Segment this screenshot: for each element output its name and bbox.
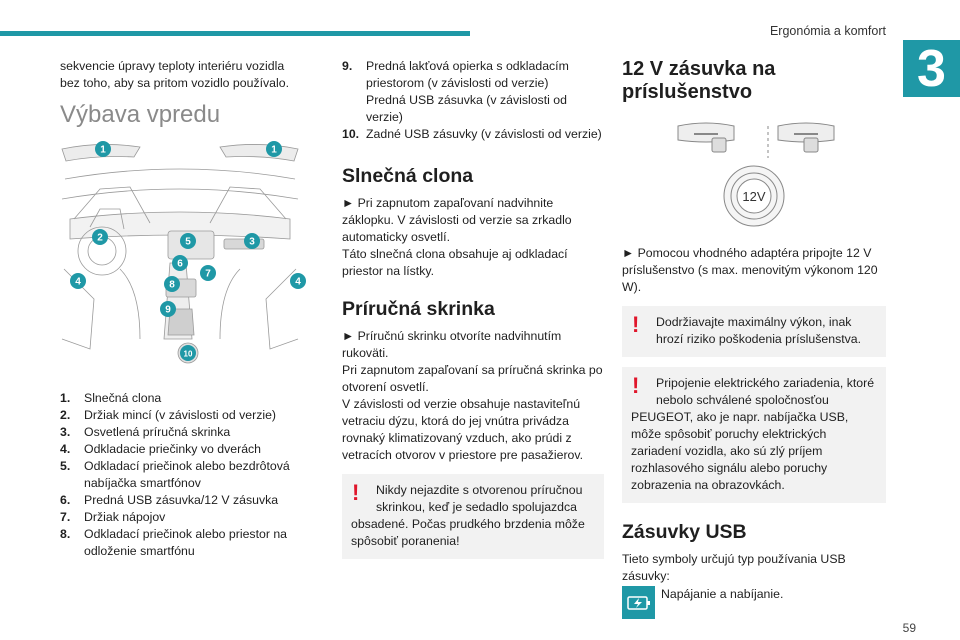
item-text: Slnečná clona (84, 391, 162, 405)
warning-box (622, 367, 886, 503)
callout-label: 8 (169, 279, 175, 291)
equipment-list-continued (342, 58, 604, 143)
list-item (60, 407, 300, 424)
item-text: Predná USB zásuvka/12 V zásuvka (84, 493, 279, 507)
item-number: 4. (60, 442, 71, 456)
section-title: Výbava vpredu (60, 101, 221, 128)
item-text: Držiak nápojov (84, 510, 166, 524)
list-item (60, 526, 300, 560)
column-2 (342, 58, 604, 559)
warning-box (622, 306, 886, 357)
callout-label: 2 (97, 232, 103, 244)
section-heading-usb: Zásuvky USB (622, 521, 747, 543)
item-text: Odkladací priečinok alebo priestor na odloženie smartfónu (84, 527, 288, 558)
section-heading-glove-box: Príručná skrinka (342, 298, 495, 320)
warning-icon: ! (632, 312, 640, 337)
item-number: 6. (60, 493, 71, 507)
callout-label: 5 (185, 236, 191, 248)
callout-label: 4 (75, 276, 81, 288)
item-number: 9. (342, 59, 353, 73)
list-item (342, 58, 604, 126)
header-bar (0, 31, 470, 36)
list-item (60, 458, 300, 492)
usb-charging-icon (622, 586, 655, 619)
column-3 (622, 58, 886, 619)
list-item (60, 509, 300, 526)
item-number: 3. (60, 425, 71, 439)
socket-illustration (636, 118, 876, 230)
paragraph: ► Príručnú skrinku otvoríte nadvihnutím rukoväti. (342, 329, 562, 360)
item-number: 7. (60, 510, 71, 524)
paragraph: Táto slnečná clona obsahuje aj odkladací priestor na lístky. (342, 247, 568, 278)
callout-label: 7 (205, 268, 211, 280)
warning-icon: ! (632, 373, 640, 398)
paragraph: V závislosti od verzie obsahuje nastaviteľnú vetraciu dýzu, ktorá do jej vnútra privádza rovnaký klimatizovaný vzduch, ako prúdi z vetracích otvorov v priestore pre pasažierov. (342, 397, 584, 462)
callout-label: 1 (100, 144, 106, 156)
dashboard-illustration (60, 139, 300, 371)
warning-text: PEUGEOT, ako je napr. nabíjačka USB, môže spôsobiť poruchy elektrických zariadení vozidla, ako sú zlý príjem rozhlasového signálu alebo poruchy zobrazenia na obrazovkách. (631, 410, 849, 492)
item-text: Osvetlená príručná skrinka (84, 425, 231, 439)
socket-label: 12V (742, 189, 766, 204)
equipment-list (60, 390, 300, 560)
section-heading-12v-socket: 12 V zásuvka na príslušenstvo (622, 58, 776, 103)
item-text: Predná lakťová opierka s odkladacím priestorom (v závislosti od verzie) (366, 59, 569, 90)
item-number: 10. (342, 127, 360, 141)
paragraph: Pri zapnutom zapaľovaní sa príručná skrinka po otvorení osvetlí. (342, 363, 603, 394)
page-number: 59 (902, 621, 916, 635)
column-1 (60, 58, 300, 560)
callout-label: 9 (165, 304, 171, 316)
item-text: Držiak mincí (v závislosti od verzie) (84, 408, 277, 422)
paragraph: ► Pomocou vhodného adaptéra pripojte 12 V príslušenstvo (s max. menovitým výkonom 120 W). (622, 246, 878, 294)
callout-label: 10 (183, 349, 193, 359)
item-number: 8. (60, 527, 71, 541)
warning-text: Nikdy nejazdite s otvorenou príručnou skrinkou, keď je sedadlo spolujazdca (376, 483, 583, 514)
list-item (60, 390, 300, 407)
paragraph: Tieto symboly určujú typ používania USB zásuvky: (622, 552, 846, 583)
item-number: 5. (60, 459, 71, 473)
section-heading-sun-visor: Slnečná clona (342, 165, 474, 187)
item-text: Odkladací priečinok alebo bezdrôtová nabíjačka smartfónov (84, 459, 290, 490)
item-text: Predná USB zásuvka (v závislosti od verzie) (366, 93, 567, 124)
callout-label: 1 (271, 144, 277, 156)
item-number: 1. (60, 391, 71, 405)
warning-box (342, 474, 604, 559)
chapter-title: Ergonómia a komfort (769, 24, 886, 38)
item-number: 2. (60, 408, 71, 422)
callout-label: 6 (177, 258, 183, 270)
item-text: Odkladacie priečinky vo dverách (84, 442, 262, 456)
list-item (60, 492, 300, 509)
list-item (342, 126, 604, 143)
callout-label: 3 (249, 236, 255, 248)
intro-paragraph: sekvencie úpravy teploty interiéru vozidla bez toho, aby sa pritom vozidlo používalo. (60, 59, 289, 90)
warning-icon: ! (352, 480, 360, 505)
chapter-number: 3 (903, 40, 960, 97)
callout-label: 4 (295, 276, 301, 288)
list-item (60, 441, 300, 458)
paragraph: ► Pri zapnutom zapaľovaní nadvihnite záklopku. V závislosti od verzie sa zrkadlo automaticky osvetlí. (342, 196, 572, 244)
usb-item-text: Napájanie a nabíjanie. (661, 587, 784, 601)
warning-text: Pripojenie elektrického zariadenia, ktoré nebolo schválené spoločnosťou (656, 376, 875, 407)
item-text: Zadné USB zásuvky (v závislosti od verzie) (366, 127, 602, 141)
list-item (60, 424, 300, 441)
warning-text: Dodržiavajte maximálny výkon, inak hrozí riziko poškodenia príslušenstva. (656, 315, 862, 346)
warning-text: obsadené. Počas prudkého brzdenia môže spôsobiť poranenia! (351, 517, 585, 548)
usb-symbol-row (622, 586, 886, 619)
